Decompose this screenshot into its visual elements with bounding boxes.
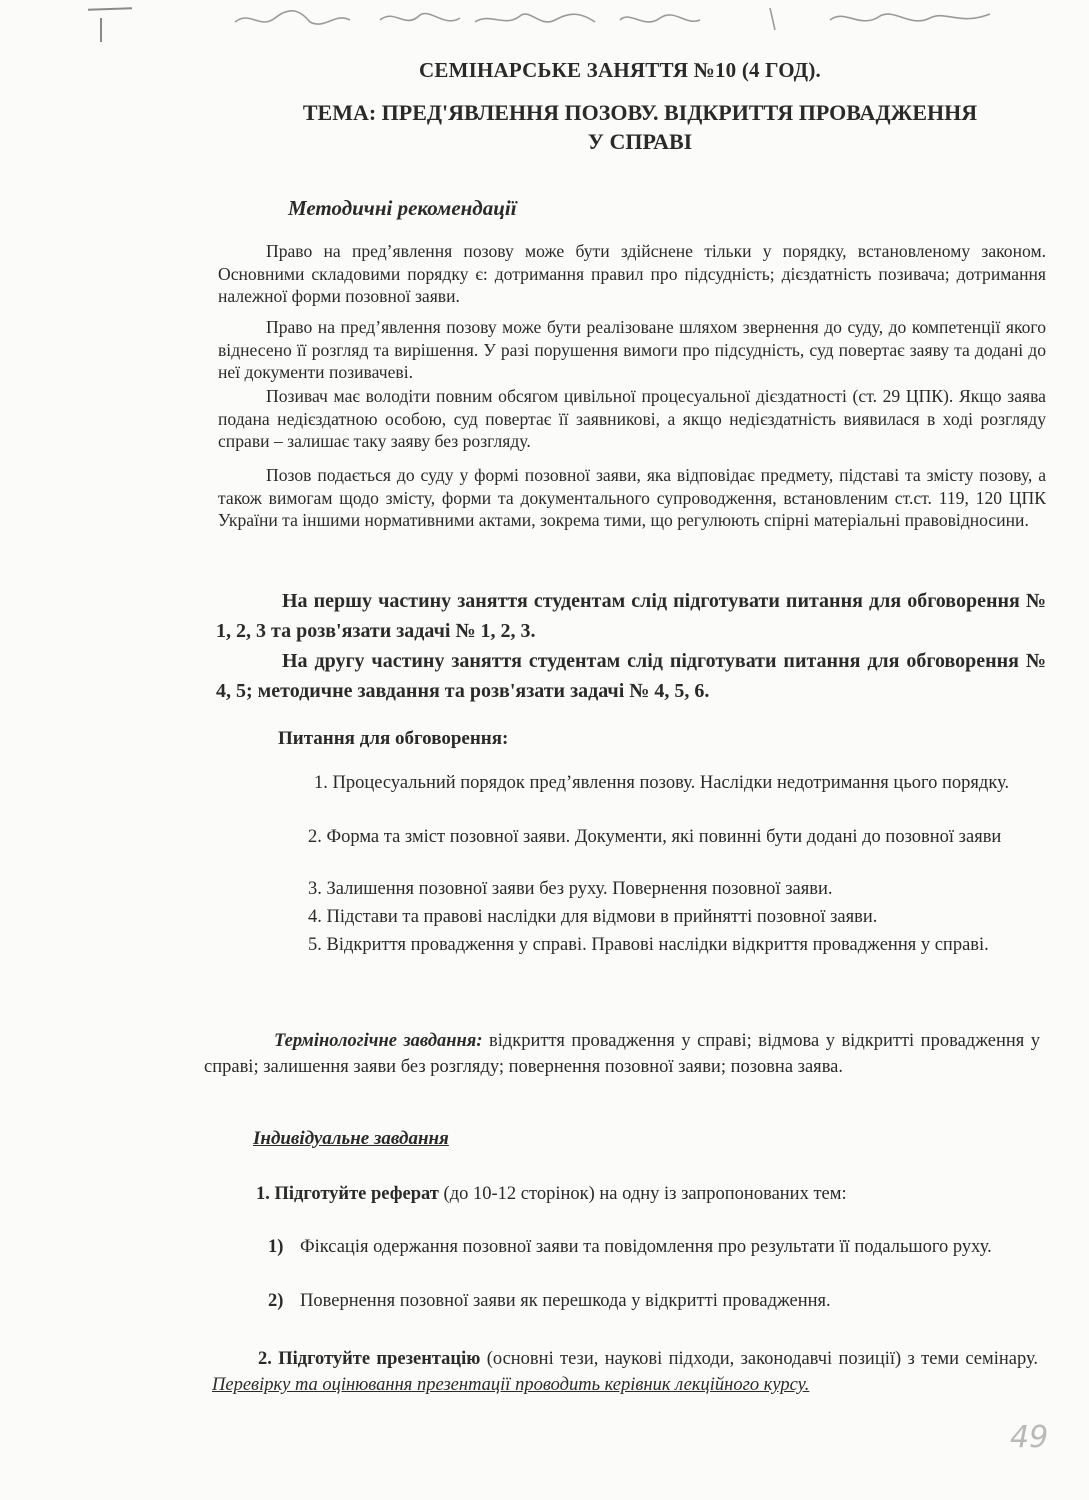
task-label: 1. Підготуйте реферат: [256, 1184, 439, 1204]
topic-item: [268, 1234, 1038, 1260]
handwritten-note: [230, 0, 1010, 36]
task-text: (до 10-12 сторінок) на одну із запропонованих тем:: [438, 1184, 847, 1204]
question-item: 5. Відкриття провадження у справі. Правові наслідки відкриття провадження у справі.: [308, 935, 989, 955]
terminology-task: [204, 1028, 1040, 1080]
pen-mark: [100, 18, 102, 42]
question-item: 1. Процесуальний порядок пред’явлення позову. Наслідки недотримання цього порядку.: [314, 773, 1010, 793]
topic-heading: [250, 98, 1030, 156]
page-number: 49: [1010, 1420, 1049, 1455]
task-item: [212, 1346, 1038, 1398]
question-item: 2. Форма та зміст позовної заяви. Документи, які повинні бути додані до позовної заяви: [308, 827, 1002, 847]
topic-line: ТЕМА: ПРЕД'ЯВЛЕННЯ ПОЗОВУ. ВІДКРИТТЯ ПРОВАДЖЕННЯ: [302, 100, 978, 125]
section-heading: Питання для обговорення:: [278, 728, 509, 749]
topic-text: Повернення позовної заяви як перешкода у відкритті провадження.: [300, 1291, 831, 1311]
task-note: Перевірку та оцінювання презентації проводить керівник лекційного курсу.: [212, 1375, 810, 1395]
section-heading: Методичні рекомендації: [288, 196, 517, 220]
paragraph: Право на пред’явлення позову може бути реалізоване шляхом звернення до суду, до компетенції якого віднесено її розгляд та вирішення. У разі порушення вимоги про підсудність, суд повертає заяву та додані до неї документи позивачеві.: [218, 317, 1046, 382]
part-instructions: На першу частину заняття студентам слід підготувати питання для обговорення № 1, 2, 3 та розв'язати задачі № 1, 2, 3.: [216, 590, 1046, 642]
task-item: [256, 1184, 847, 1205]
task-label: 2. Підготуйте презентацію: [258, 1349, 481, 1369]
pen-mark: [88, 7, 132, 11]
question-item: 4. Підстави та правові наслідки для відмови в прийнятті позовної заяви.: [308, 907, 878, 927]
paragraph: Право на пред’явлення позову може бути здійснене тільки у порядку, встановленому законом. Основними складовими порядку є: дотримання правил про підсудність; дієздатність позивача; дотримання належної форми позовної заяви.: [218, 241, 1046, 306]
section-heading: Індивідуальне завдання: [253, 1128, 449, 1149]
term-label: Термінологічне завдання:: [274, 1031, 483, 1051]
paragraph: Позивач має володіти повним обсягом цивільної процесуальної дієздатності (ст. 29 ЦПК). Якщо заява подана недієздатною особою, суд повертає її заявникові, а якщо недієздатність виявилася в ході розгляду справи – залишає таку заяву без розгляду.: [218, 386, 1046, 451]
topic-number: 2): [268, 1291, 284, 1311]
topic-text: Фіксація одержання позовної заяви та повідомлення про результати її подальшого руху.: [300, 1237, 992, 1257]
topic-line: У СПРАВІ: [587, 129, 693, 154]
page-title: СЕМІНАРСЬКЕ ЗАНЯТТЯ №10 (4 ГОД).: [419, 58, 821, 82]
topic-item: [268, 1288, 1038, 1314]
paragraph: Позов подається до суду у формі позовної заяви, яка відповідає предмету, підставі та змісту позову, а також вимогам щодо змісту, форми та документального супроводження, встановленим ст.ст. 119, 120 ЦПК України та іншими нормативними актами, зокрема тими, що регулюють спірні матеріальні правовідносини.: [218, 465, 1046, 530]
task-text: (основні тези, наукові підходи, законодавчі позиції) з теми семінару.: [480, 1349, 1038, 1369]
topic-number: 1): [268, 1237, 284, 1257]
term-text: відкриття провадження у справі; відмова у відкритті провадження у справі; залишення заяви без розгляду; повернення позовної заяви; позовна заява.: [204, 1031, 1041, 1077]
part-instructions: На другу частину заняття студентам слід підготувати питання для обговорення № 4, 5; методичне завдання та розв'язати задачі № 4, 5, 6.: [216, 650, 1046, 702]
question-item: 3. Залишення позовної заяви без руху. Повернення позовної заяви.: [308, 879, 833, 899]
